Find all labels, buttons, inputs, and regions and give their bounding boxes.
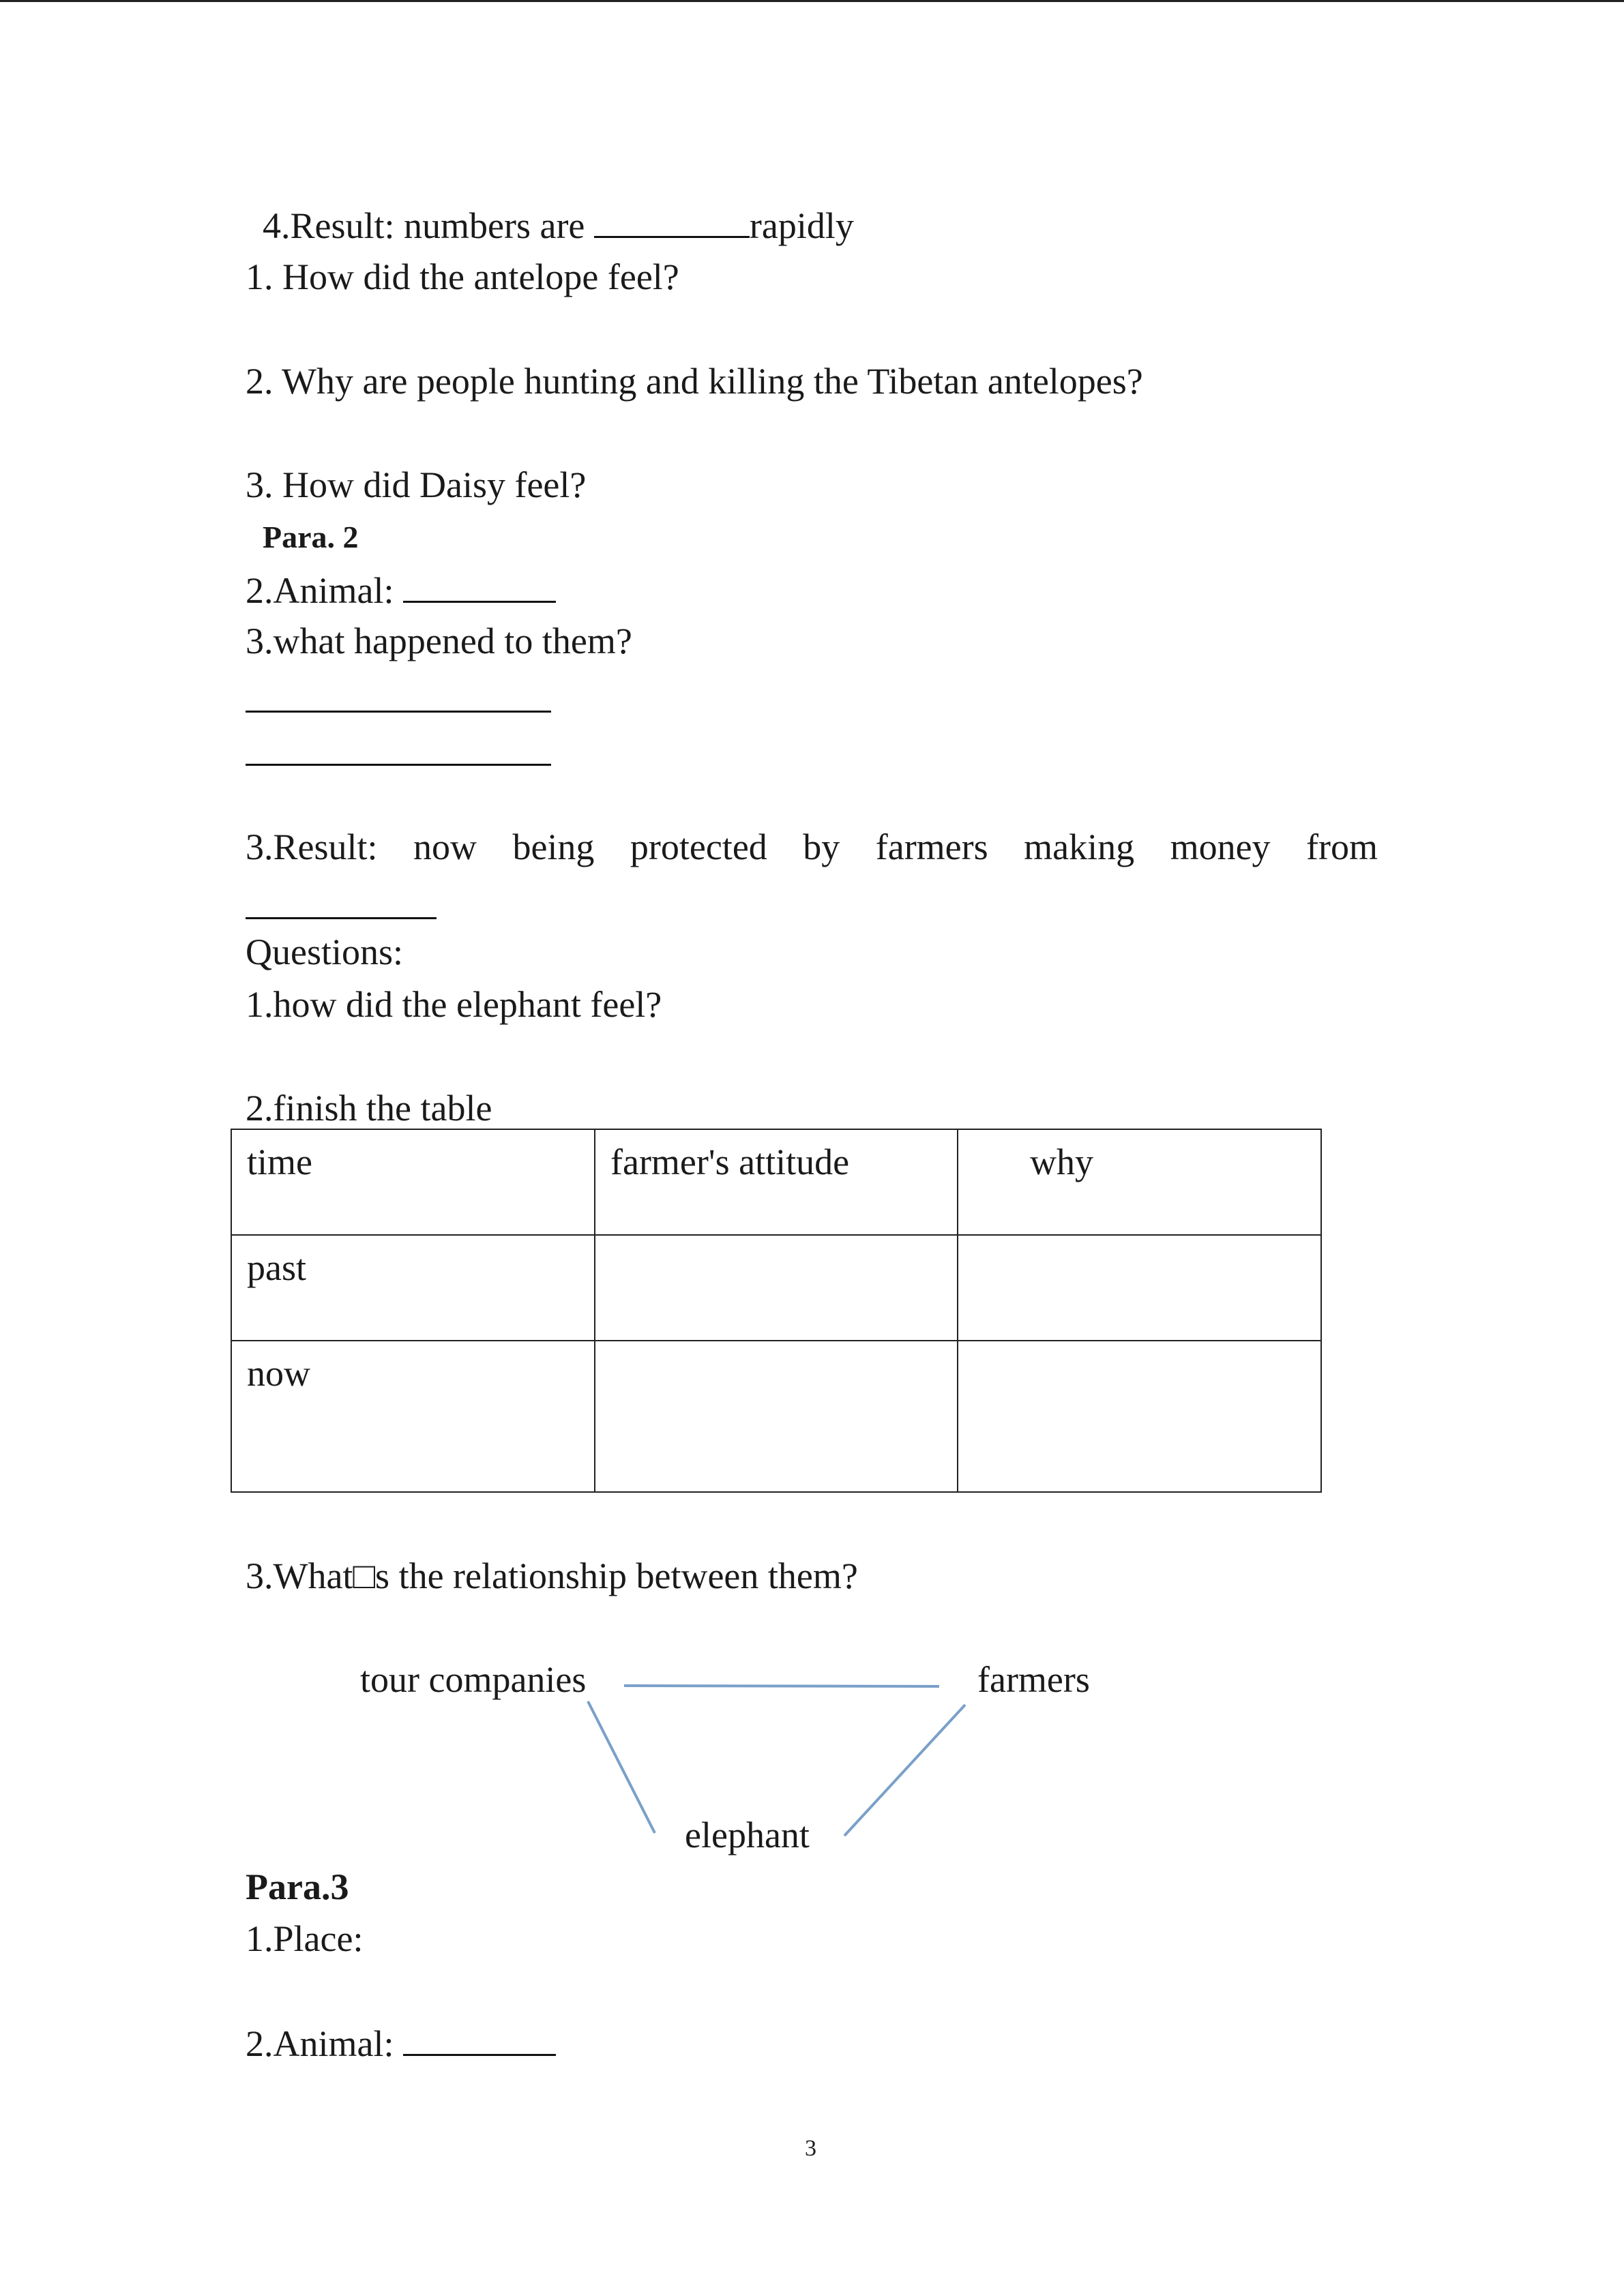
- node-elephant: elephant: [685, 1815, 810, 1855]
- para3-animal-line: [246, 2024, 556, 2062]
- header-attitude: farmer's attitude: [595, 1129, 958, 1235]
- header-time: time: [231, 1129, 595, 1235]
- para3-place: 1.Place:: [246, 1918, 364, 1959]
- question-finish-table: 2.finish the table: [246, 1088, 492, 1129]
- para3-animal-blank[interactable]: [403, 2024, 556, 2056]
- cell-past: past: [231, 1235, 595, 1341]
- cell-now: now: [231, 1341, 595, 1492]
- para2-what-happened: 3.what happened to them?: [246, 621, 632, 661]
- question-why-hunting: 2. Why are people hunting and killing the Tibetan antelopes?: [246, 361, 1143, 402]
- para2-heading: Para. 2: [263, 520, 359, 554]
- result-word: 3.Result:: [246, 826, 378, 867]
- result-word: farmers: [875, 826, 988, 867]
- link-tour-elephant: [588, 1701, 655, 1833]
- para2-animal-label: 2.Animal:: [246, 570, 403, 611]
- node-tour-companies: tour companies: [360, 1659, 587, 1700]
- result-word: from: [1306, 826, 1378, 867]
- result-word: now: [413, 826, 477, 867]
- result-word: making: [1024, 826, 1135, 867]
- link-farmers-elephant: [844, 1705, 965, 1836]
- result-word: being: [512, 826, 595, 867]
- question-elephant-feel: 1.how did the elephant feel?: [246, 984, 662, 1025]
- header-why: why: [958, 1129, 1321, 1235]
- para3-heading: Para.3: [246, 1866, 349, 1907]
- questions-label: Questions:: [246, 931, 404, 972]
- relationship-question: 3.What□s the relationship between them?: [246, 1555, 858, 1596]
- result-word: money: [1170, 826, 1271, 867]
- page-number: 3: [805, 2136, 816, 2161]
- node-farmers: farmers: [977, 1659, 1090, 1700]
- result-suffix: rapidly: [749, 205, 854, 246]
- question-daisy-feel: 3. How did Daisy feel?: [246, 464, 587, 505]
- result-word: by: [803, 826, 840, 867]
- result-word: protected: [630, 826, 767, 867]
- question-antelope-feel: 1. How did the antelope feel?: [246, 256, 679, 297]
- result-prefix: 4.Result: numbers are: [263, 205, 594, 246]
- para3-animal-label: 2.Animal:: [246, 2023, 403, 2064]
